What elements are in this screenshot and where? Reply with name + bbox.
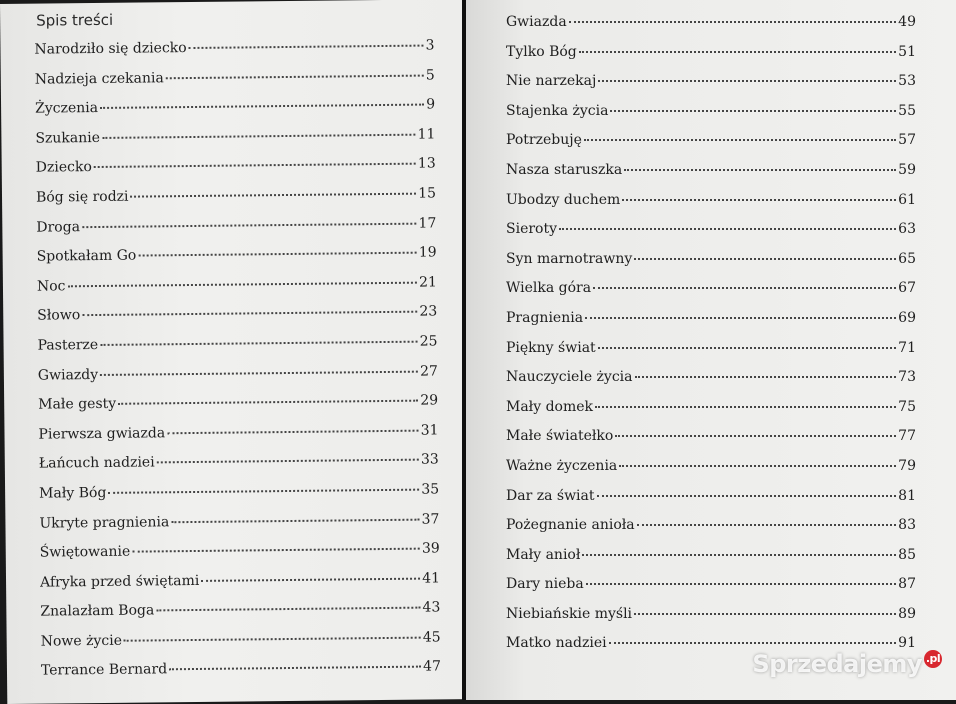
toc-entry-title: Życzenia (35, 100, 99, 117)
dot-leader (100, 369, 418, 375)
toc-entry-title: Nauczyciele życia (506, 369, 633, 386)
toc-entry-title: Gwiazda (506, 14, 567, 30)
toc-entry-page-number: 11 (417, 126, 436, 143)
dot-leader (634, 257, 896, 260)
toc-entry-page-number: 55 (898, 102, 916, 119)
dot-leader (597, 494, 897, 497)
toc-entry (3, 303, 465, 337)
toc-entry-page-number: 5 (425, 67, 435, 84)
toc-entry-title: Gwiazdy (37, 366, 99, 384)
watermark-logo (752, 650, 942, 678)
dot-leader (67, 280, 417, 287)
dot-leader (102, 132, 416, 138)
toc-entry (466, 310, 956, 340)
toc-entry-title: Dziecko (35, 159, 92, 177)
toc-entry-page-number: 59 (898, 161, 916, 178)
toc-entry-page-number: 13 (417, 155, 436, 173)
dot-leader (157, 458, 419, 464)
toc-entry-page-number: 47 (423, 658, 442, 676)
toc-entry-page-number: 3 (425, 37, 435, 54)
toc-entry-page-number: 31 (420, 422, 439, 439)
toc-entry-title: Syn marnotrawny (506, 250, 633, 267)
toc-entry (5, 511, 467, 545)
dot-leader (579, 50, 896, 53)
toc-entry (7, 629, 469, 663)
dot-leader (94, 162, 416, 168)
toc-entry-page-number: 15 (418, 185, 437, 202)
toc-entry-title: Małe światełko (506, 428, 614, 445)
toc-entry (5, 451, 467, 485)
toc-entry (6, 599, 468, 633)
dot-leader (624, 168, 896, 171)
toc-entry-page-number: 79 (898, 457, 916, 474)
toc-entry-title: Dar za świat (506, 487, 595, 504)
toc-entry-title: Bóg się rodzi (35, 188, 129, 206)
dot-leader (598, 79, 896, 82)
toc-entry (466, 73, 956, 103)
toc-entry-page-number: 89 (898, 605, 916, 622)
toc-entry-title: Spotkałam Go (36, 247, 137, 265)
toc-entry-title: Terrance Bernard (40, 661, 168, 680)
dot-leader (610, 109, 896, 112)
toc-entry-page-number: 27 (419, 362, 438, 380)
toc-entry-title: Piękny świat (506, 339, 596, 356)
dot-leader (138, 251, 417, 257)
toc-entry-title: Mały domek (506, 398, 594, 415)
toc-entry (5, 481, 467, 515)
dot-leader (586, 582, 896, 585)
toc-entry-page-number: 29 (420, 392, 439, 409)
toc-entry-title: Ukryte pragnienia (39, 513, 170, 532)
toc-entry-page-number: 45 (422, 629, 441, 646)
toc-list-left (0, 37, 469, 693)
toc-entry (6, 540, 468, 574)
toc-entry (466, 280, 956, 310)
dot-leader (82, 310, 417, 317)
toc-entry (466, 606, 956, 636)
toc-entry (2, 185, 464, 219)
toc-entry (466, 428, 956, 458)
dot-leader (171, 517, 419, 523)
toc-entry (466, 369, 956, 399)
dot-leader (637, 523, 897, 526)
toc-heading: Spis treści (36, 10, 114, 30)
toc-entry-page-number: 91 (898, 635, 916, 652)
toc-entry-title: Łańcuch nadziei (38, 454, 155, 472)
toc-entry-page-number: 37 (421, 510, 440, 528)
toc-entry (3, 274, 465, 308)
toc-entry (4, 392, 466, 426)
toc-entry-title: Słowo (37, 307, 81, 324)
dot-leader (82, 221, 417, 228)
toc-entry-title: Nie narzekaj (506, 73, 597, 90)
dot-leader (189, 44, 424, 49)
dot-leader (615, 434, 896, 437)
toc-entry-title: Pasterze (37, 336, 99, 354)
toc-entry-title: Niebiańskie myśli (506, 605, 633, 622)
toc-entry (3, 333, 465, 367)
toc-entry (466, 103, 956, 133)
toc-entry-page-number: 67 (898, 280, 916, 297)
toc-entry (6, 570, 468, 604)
dot-leader (100, 103, 424, 109)
dot-leader (619, 464, 896, 467)
toc-entry-title: Pragnienia (506, 309, 584, 326)
toc-entry-page-number: 9 (426, 96, 436, 113)
dot-leader (124, 636, 421, 642)
toc-entry-page-number: 75 (898, 398, 916, 415)
toc-entry-page-number: 41 (422, 570, 441, 587)
toc-entry-title: Droga (36, 218, 81, 236)
toc-entry-page-number: 77 (898, 428, 916, 445)
toc-entry-page-number: 17 (418, 215, 437, 232)
toc-entry-title: Mały anioł (506, 546, 581, 563)
toc-entry-page-number: 35 (421, 481, 440, 498)
toc-entry (466, 221, 956, 251)
dot-leader (132, 547, 420, 553)
toc-entry-page-number: 87 (898, 576, 916, 593)
dot-leader (130, 192, 416, 198)
toc-entry-title: Nadzieja czekania (34, 69, 164, 88)
toc-entry (1, 67, 463, 101)
toc-entry (466, 517, 956, 547)
toc-entry-page-number: 23 (419, 303, 438, 320)
toc-entry (466, 547, 956, 577)
dot-leader (559, 227, 896, 230)
toc-entry-page-number: 71 (898, 339, 916, 356)
dot-leader (166, 73, 424, 79)
toc-entry-page-number: 19 (418, 244, 437, 261)
toc-entry (0, 37, 462, 71)
dot-leader (100, 340, 418, 346)
dot-leader (201, 576, 420, 581)
toc-entry-page-number: 61 (898, 191, 916, 208)
toc-entry (466, 44, 956, 74)
right-page (466, 0, 956, 700)
toc-entry-page-number: 39 (421, 540, 440, 557)
toc-entry-page-number: 69 (898, 309, 916, 326)
toc-entry-title: Wielka góra (506, 280, 592, 297)
watermark-badge: .pl (924, 650, 942, 668)
dot-leader (582, 553, 896, 556)
toc-entry-page-number: 73 (898, 369, 916, 386)
toc-entry (2, 215, 464, 249)
toc-entry-title: Narodziło się dziecko (34, 40, 187, 58)
toc-entry (466, 14, 956, 44)
toc-entry (466, 488, 956, 518)
toc-entry-title: Mały Bóg (39, 484, 107, 502)
toc-entry-page-number: 21 (419, 274, 438, 291)
dot-leader (598, 346, 897, 349)
dot-leader (156, 606, 420, 612)
toc-entry-title: Pożegnanie anioła (506, 517, 635, 534)
dot-leader (593, 286, 896, 289)
dot-leader (585, 316, 896, 319)
toc-entry-title: Nowe życie (40, 632, 123, 650)
toc-entry-title: Pierwsza gwiazda (38, 425, 166, 443)
toc-entry (4, 363, 466, 397)
toc-entry-page-number: 83 (898, 517, 916, 534)
toc-entry (466, 340, 956, 370)
dot-leader (118, 399, 418, 405)
dot-leader (584, 138, 896, 141)
toc-entry-page-number: 33 (420, 451, 439, 468)
dot-leader (167, 428, 419, 434)
toc-entry-title: Ubodzy duchem (506, 191, 621, 208)
dot-leader (569, 20, 896, 23)
toc-entry (466, 132, 956, 162)
toc-entry (3, 244, 465, 278)
toc-entry-page-number: 85 (898, 546, 916, 563)
toc-entry (466, 458, 956, 488)
toc-entry-title: Sieroty (506, 221, 558, 238)
toc-entry (1, 126, 463, 160)
toc-entry-title: Szukanie (35, 129, 101, 147)
dot-leader (609, 641, 897, 644)
toc-entry-title: Stajenka życia (506, 102, 609, 119)
toc-entry-page-number: 43 (422, 599, 441, 616)
toc-entry (466, 192, 956, 222)
toc-entry-title: Małe gesty (38, 395, 117, 413)
toc-entry-title: Tylko Bóg (506, 43, 577, 60)
toc-list-right (466, 14, 956, 665)
toc-entry-title: Matko nadziei (506, 635, 607, 652)
toc-entry-page-number: 65 (898, 250, 916, 267)
toc-entry (466, 251, 956, 281)
toc-entry-page-number: 49 (898, 14, 916, 30)
dot-leader (108, 488, 419, 494)
watermark-text: Sprzedajemy (752, 650, 922, 678)
toc-entry (466, 576, 956, 606)
toc-entry-page-number: 51 (898, 43, 916, 60)
dot-leader (634, 612, 896, 615)
left-page (0, 0, 469, 704)
toc-entry-title: Afryka przed świętami (39, 572, 200, 591)
dot-leader (595, 405, 896, 408)
toc-entry (466, 399, 956, 429)
toc-entry (7, 659, 469, 693)
toc-entry (1, 96, 463, 130)
dot-leader (635, 375, 897, 378)
toc-entry-page-number: 53 (898, 73, 916, 90)
toc-entry-title: Dary nieba (506, 576, 584, 593)
dot-leader (169, 665, 421, 671)
toc-entry-title: Znalazłam Boga (40, 602, 155, 620)
toc-entry-title: Ważne życzenia (506, 457, 618, 474)
toc-entry-title: Świętowanie (39, 543, 131, 561)
toc-entry-page-number: 81 (898, 487, 916, 504)
dot-leader (622, 198, 896, 201)
toc-entry-page-number: 63 (898, 221, 916, 238)
toc-entry-title: Potrzebuję (506, 132, 582, 149)
toc-entry-title: Noc (36, 278, 66, 295)
toc-entry (466, 162, 956, 192)
toc-entry-title: Nasza staruszka (506, 161, 623, 178)
toc-entry (2, 156, 464, 190)
toc-entry (4, 422, 466, 456)
toc-entry-page-number: 25 (419, 333, 438, 350)
toc-entry-page-number: 57 (898, 132, 916, 149)
